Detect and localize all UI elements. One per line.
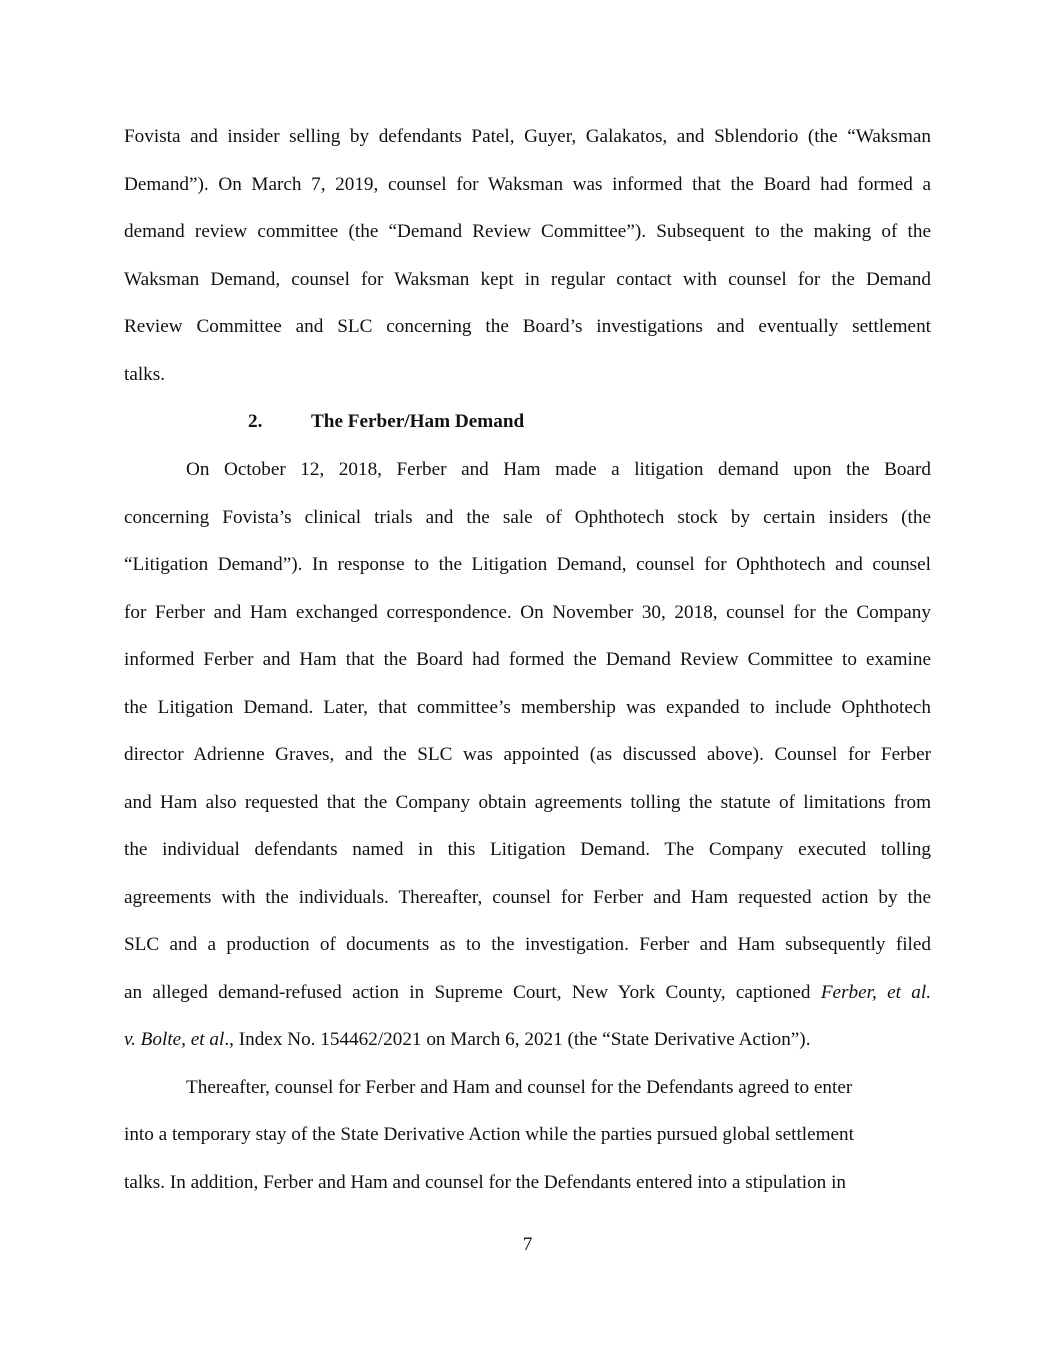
text-line: “Litigation Demand”). In response to the Litigation Demand, counsel for Ophthotech and counsel bbox=[124, 554, 931, 575]
text-line: and Ham also requested that the Company obtain agreements tolling the statute of limitations from bbox=[124, 792, 931, 813]
text-line: demand review committee (the “Demand Review Committee”). Subsequent to the making of the bbox=[124, 221, 931, 242]
section-heading: The Ferber/Ham Demand bbox=[311, 411, 525, 432]
text-line: the Litigation Demand. Later, that committee’s membership was expanded to include Ophthotech bbox=[124, 697, 931, 718]
text-line: director Adrienne Graves, and the SLC was appointed (as discussed above). Counsel for Ferber bbox=[124, 744, 931, 765]
text-line: agreements with the individuals. Thereafter, counsel for Ferber and Ham requested action by the bbox=[124, 887, 931, 908]
text-line bbox=[124, 981, 931, 1005]
text-line: talks. bbox=[124, 364, 166, 385]
text-line: Thereafter, counsel for Ferber and Ham and counsel for the Defendants agreed to enter bbox=[186, 1077, 853, 1098]
text-span: an alleged demand-refused action in Supreme Court, New York County, captioned bbox=[124, 982, 821, 1003]
case-caption-italic: Ferber, et al. bbox=[820, 982, 931, 1003]
text-line: into a temporary stay of the State Derivative Action while the parties pursued global settlement bbox=[124, 1124, 854, 1145]
text-line: concerning Fovista’s clinical trials and the sale of Ophthotech stock by certain insiders (the bbox=[124, 507, 931, 528]
text-line: On October 12, 2018, Ferber and Ham made a litigation demand upon the Board bbox=[186, 459, 931, 480]
text-line: informed Ferber and Ham that the Board had formed the Demand Review Committee to examine bbox=[124, 649, 931, 670]
text-line: Review Committee and SLC concerning the Board’s investigations and eventually settlement bbox=[124, 316, 931, 337]
text-line: Demand”). On March 7, 2019, counsel for Waksman was informed that the Board had formed a bbox=[124, 174, 931, 195]
page-number: 7 bbox=[522, 1234, 533, 1255]
text-span: ., Index No. 154462/2021 on March 6, 2021 (the “State Derivative Action”). bbox=[224, 1029, 811, 1050]
text-line bbox=[124, 1028, 931, 1052]
text-line: Fovista and insider selling by defendants Patel, Guyer, Galakatos, and Sblendorio (the “Waksman bbox=[124, 126, 931, 147]
text-line: the individual defendants named in this Litigation Demand. The Company executed tolling bbox=[124, 839, 931, 860]
section-number: 2. bbox=[248, 411, 263, 432]
text-line: SLC and a production of documents as to the investigation. Ferber and Ham subsequently filed bbox=[124, 934, 931, 955]
case-caption-italic: v. Bolte, et al bbox=[124, 1029, 225, 1050]
text-line: Waksman Demand, counsel for Waksman kept in regular contact with counsel for the Demand bbox=[124, 269, 931, 290]
text-line: for Ferber and Ham exchanged correspondence. On November 30, 2018, counsel for the Company bbox=[124, 602, 931, 623]
text-line: talks. In addition, Ferber and Ham and counsel for the Defendants entered into a stipulation in bbox=[124, 1172, 846, 1193]
